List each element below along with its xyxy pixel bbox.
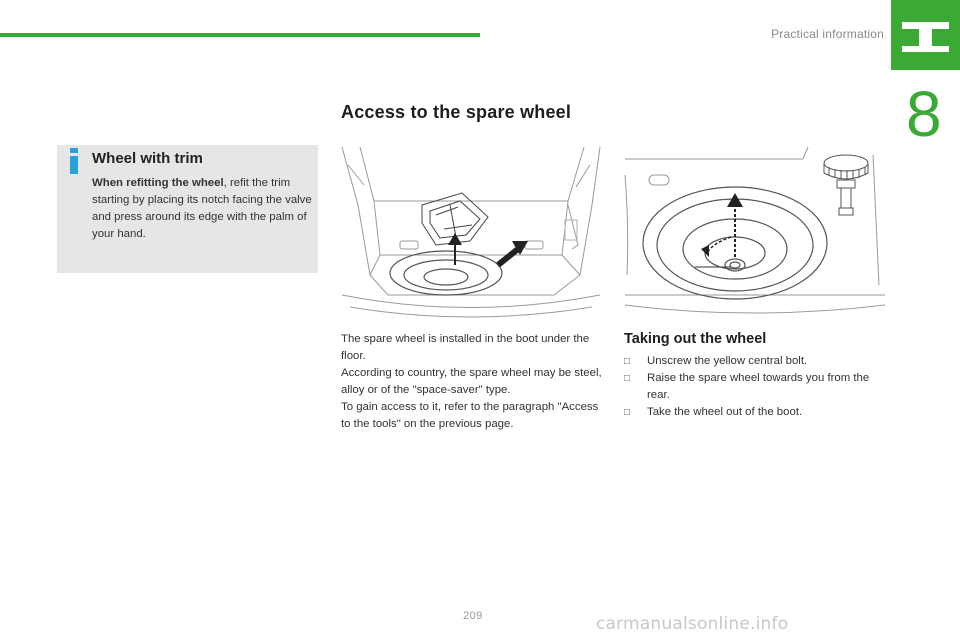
step-item	[624, 353, 886, 370]
description-paragraph: The spare wheel is installed in the boot under the floor.	[341, 333, 590, 362]
taking-out-steps	[624, 353, 886, 421]
page-number: 209	[463, 610, 483, 622]
step-text: Unscrew the yellow central bolt.	[647, 355, 808, 367]
section-title: Access to the spare wheel	[341, 102, 572, 122]
bullet-checkbox-icon: □	[624, 356, 631, 367]
step-text: Take the wheel out of the boot.	[647, 406, 803, 418]
step-text: Raise the spare wheel towards you from the rear.	[647, 372, 870, 401]
boot-spare-wheel-illustration	[340, 145, 602, 320]
info-box-text-bold: When refitting the wheel	[92, 177, 224, 189]
watermark: carmanualsonline.info	[596, 614, 789, 634]
spare-wheel-description	[341, 331, 606, 433]
taking-out-title: Taking out the wheel	[624, 331, 767, 347]
step-item	[624, 404, 886, 421]
header-accent-bar	[0, 33, 480, 37]
step-item	[624, 370, 886, 404]
info-box-title: Wheel with trim	[92, 150, 203, 167]
bullet-checkbox-icon: □	[624, 407, 631, 418]
description-paragraph: To gain access to it, refer to the paragraph "Access to the tools" on the previous page.	[341, 401, 599, 430]
chapter-number: 8	[906, 78, 942, 150]
info-box-text	[92, 175, 314, 243]
description-paragraph: According to country, the spare wheel may be steel, alloy or of the "space-saver" type.	[341, 367, 602, 396]
info-icon	[68, 148, 80, 174]
info-box-text-body: , refit the trim starting by placing its notch facing the valve and press around its edge with the palm of your hand.	[92, 177, 312, 240]
toolbox-icon	[891, 0, 960, 70]
spare-wheel-bolt-illustration	[623, 145, 885, 317]
bullet-checkbox-icon: □	[624, 373, 631, 384]
chapter-title: Practical information	[771, 27, 884, 41]
